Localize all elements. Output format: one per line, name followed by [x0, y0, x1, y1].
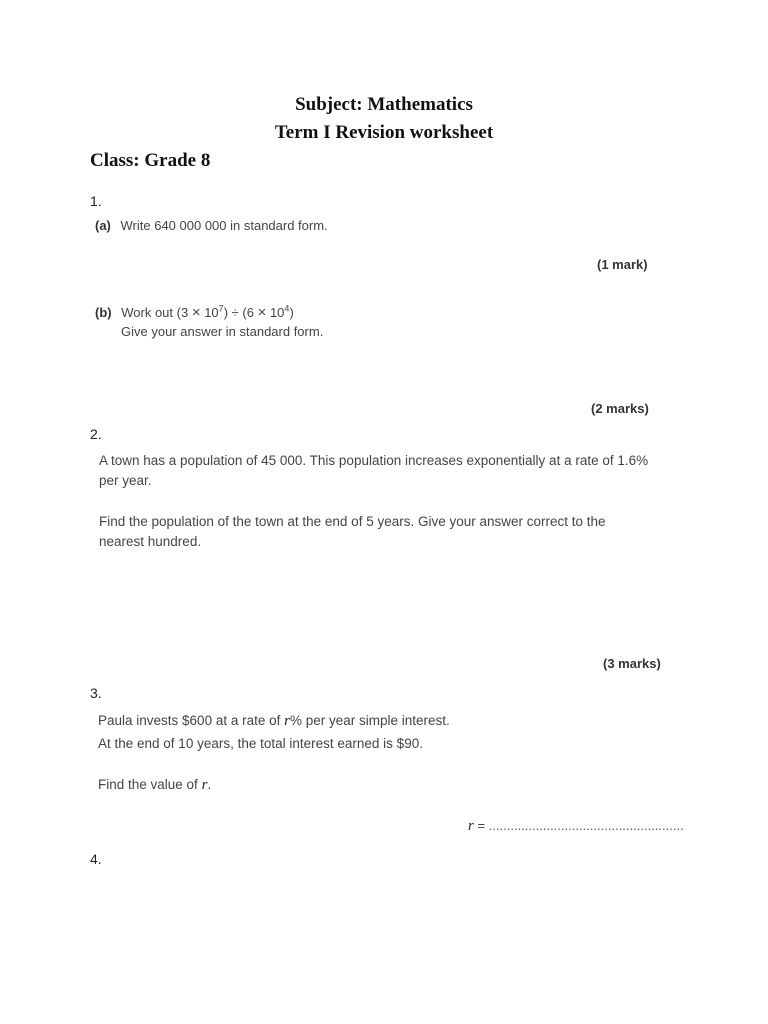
expr-ten-a: 10 — [204, 305, 219, 320]
question-3-line2: At the end of 10 years, the total interest earned is $90. — [98, 736, 423, 751]
question-3-line3 — [98, 775, 211, 795]
question-1-number: 1. — [90, 193, 102, 209]
question-2-line3: Find the population of the town at the end of 5 years. Give your answer correct to the — [99, 514, 606, 529]
expr-exponent-a: 7 — [218, 303, 224, 314]
expr-close: ) — [289, 305, 294, 320]
answer-blank[interactable]: ...................................................... — [488, 818, 684, 833]
question-2-marks: (3 marks) — [603, 656, 661, 671]
question-3-line1-post: % per year simple interest. — [289, 713, 450, 728]
question-1b-line2: Give your answer in standard form. — [121, 324, 324, 339]
expr-exponent-b: 4 — [284, 303, 290, 314]
expr-part-1: Work out (3 — [121, 305, 189, 320]
variable-r: r — [201, 777, 208, 793]
times-symbol: × — [257, 304, 267, 321]
question-3-line3-pre: Find the value of — [98, 777, 198, 792]
worksheet-title: Term I Revision worksheet — [274, 122, 494, 143]
question-1a-text: Write 640 000 000 in standard form. — [120, 218, 328, 233]
question-1b-expression — [121, 305, 294, 320]
times-symbol: × — [191, 304, 201, 321]
question-4-number: 4. — [90, 851, 102, 867]
expr-ten-b: 10 — [269, 305, 285, 320]
class-label: Class: Grade 8 — [90, 150, 211, 171]
question-2-line2: per year. — [99, 473, 152, 488]
question-3-line1 — [98, 711, 450, 731]
question-2-number: 2. — [90, 426, 102, 442]
question-2-line1: A town has a population of 45 000. This population increases exponentially at a rate of 1.6% — [99, 453, 649, 468]
question-1b-marks: (2 marks) — [591, 401, 649, 416]
question-1b-label: (b) — [95, 305, 112, 320]
question-1a — [95, 218, 328, 233]
subject-title: Subject: Mathematics — [295, 94, 473, 115]
expr-divide: ) ÷ (6 — [223, 305, 254, 320]
answer-variable-r: r — [468, 818, 474, 834]
answer-line-r[interactable] — [468, 818, 684, 835]
answer-equals: = — [473, 818, 489, 833]
question-1a-marks: (1 mark) — [597, 257, 648, 272]
question-3-line3-post: . — [207, 777, 212, 792]
question-1a-label: (a) — [95, 218, 111, 233]
question-3-number: 3. — [90, 685, 102, 701]
question-3-line1-pre: Paula invests $600 at a rate of — [98, 713, 281, 728]
question-2-line4: nearest hundred. — [99, 534, 202, 549]
question-1b — [95, 304, 294, 321]
variable-r: r — [284, 713, 290, 729]
